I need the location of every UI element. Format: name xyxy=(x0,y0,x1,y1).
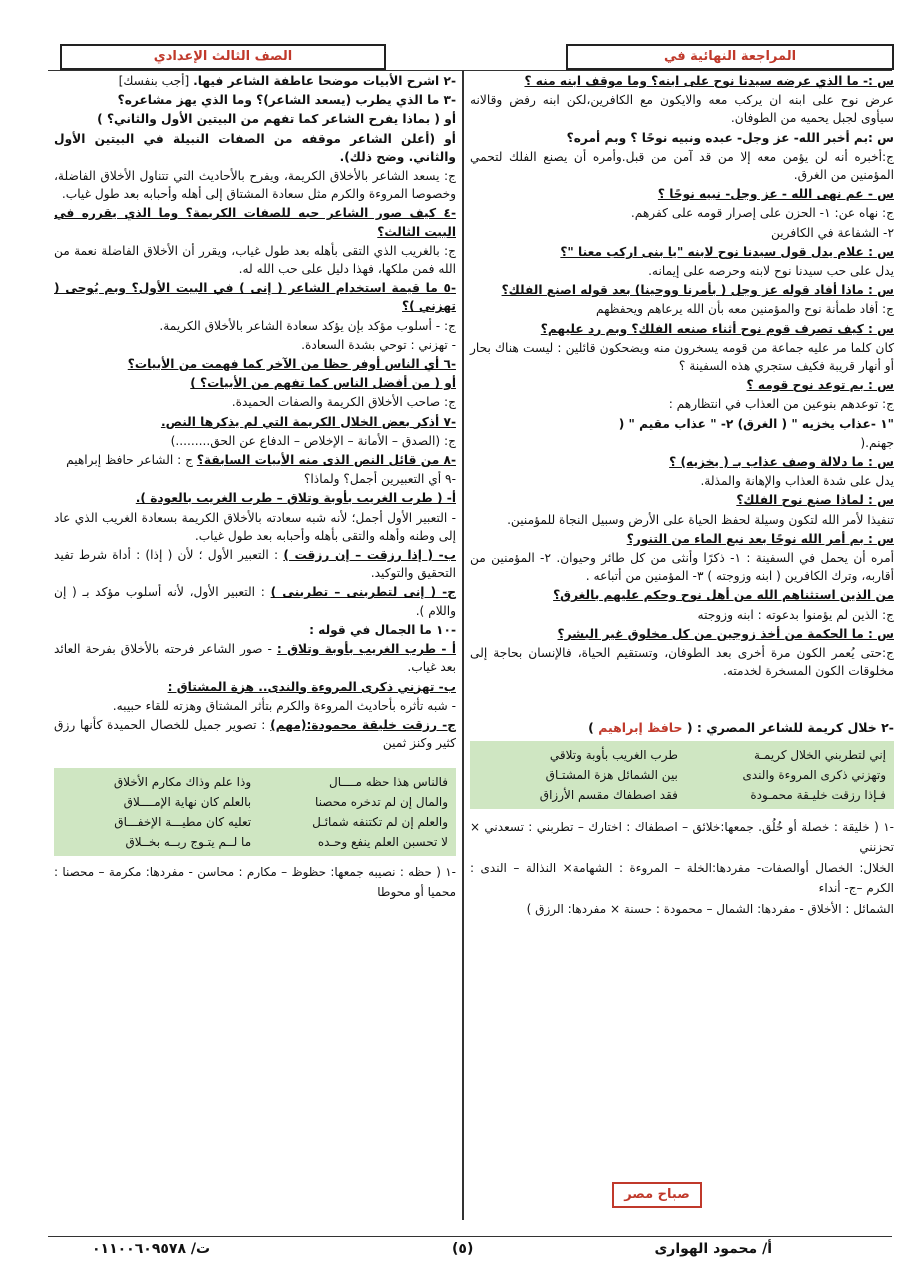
question: -٥ ما قيمة استخدام الشاعر ( إنى ) في البيت الأول؟ وبم يُوحى ( تهزني )؟ xyxy=(54,281,456,314)
question: س : ما دلالة وصف عذاب بـ ( يخزيه) ؟ xyxy=(669,455,894,470)
question-line xyxy=(54,716,456,752)
poem-verse xyxy=(478,765,886,785)
answer: - صور الشاعر فرحته بالأخلاق بفرحة العائد بعد غياب. xyxy=(54,642,456,675)
question: س : بم أمر الله نوحًا بعد نبع الماء من التنور؟ xyxy=(626,531,894,546)
poem-verse xyxy=(62,832,448,852)
section-title xyxy=(470,719,894,737)
answer: ج: نهاه عن: ١- الحزن على إصرار قومه على كفرهم. xyxy=(630,206,894,221)
hemistich: بين الشمائل هزة المشتـاق xyxy=(545,767,678,782)
answer: ج: صاحب الأخلاق الكريمة والصفات الحميدة. xyxy=(231,395,456,410)
hemistich: طرب الغريب بأوبة وتلاقي xyxy=(549,747,678,762)
page-number: (٥) xyxy=(452,1241,474,1257)
hemistich: والمال إن لم تدخره محصنا xyxy=(315,795,448,810)
logo-accent: مصر xyxy=(624,1187,654,1202)
poem-verse xyxy=(62,772,448,792)
answer: ج:أخبره أنه لن يؤمن معه إلا من قد آمن من قبل.وأمره أن يصنع الفلك لتحمي المؤمنين من الغرق. xyxy=(470,149,894,183)
answer: ج: يسعد الشاعر بالأخلاق الكريمة، ويفرح بالأحاديث التي تتناول الأخلاق الفاضلة، وخصوصا المروءة والكرم مثل سعادة المشتاق إلى أهله وأحبابه بعد طول غياب. xyxy=(54,169,456,202)
answer: "١ -عذاب يخزيه " ( الغرق) ٢- " عذاب مقيم " ( xyxy=(618,416,894,431)
question: س : ماذا أفاد قوله عز وجل ( بأمرنا ووحينا) بعد قوله اصنع الفلك؟ xyxy=(501,283,894,298)
poem-box xyxy=(470,741,894,809)
hemistich: لا تحسبن العلم ينفع وحـده xyxy=(317,835,448,850)
question-line xyxy=(54,72,456,90)
answer: ٢- الشفاعة في الكافرين xyxy=(771,225,894,240)
question-line xyxy=(54,583,456,619)
header-left-title: الصف الثالث الإعدادي xyxy=(60,44,386,70)
question: -١٠ ما الجمال في قوله : xyxy=(309,622,456,637)
vocab-line: -١ ( حظه : نصيبه جمعها: حظوظ – مكارم : محاسن - مفردها: مكرمة – محصنا : محميا أو محوطا xyxy=(54,865,456,900)
poem-verse xyxy=(62,792,448,812)
question: س : كيف تصرف قوم نوح أثناء صنعه الفلك؟ وبم رد عليهم؟ xyxy=(540,321,894,336)
question: أو ( بماذا يفرح الشاعر كما تفهم من البيتين الأول والثاني؟ ) xyxy=(97,112,456,127)
question: -٣ ما الذي يطرب (يسعد الشاعر)؟ وما الذي يهز مشاعره؟ xyxy=(117,93,456,108)
question: ج- ( إنى لتطربنى – تطربنى ) xyxy=(270,585,457,600)
answer: - التعبير الأول أجمل؛ لأنه شبه سعادته بالأخلاق الكريمة بسعادة الغريب الذي عاد إلى وطنه وأهله والتقى بأهله وأحبابه بعد طول غياب. xyxy=(54,510,456,543)
hemistich: فـإذا رزقت خليـقة محمـودة xyxy=(750,787,886,802)
vocabulary xyxy=(470,817,894,919)
answer: ج: أفاد طمأنة نوح والمؤمنين معه بأن الله يرعاهم ويحفظهم xyxy=(596,302,894,317)
answer: تنفيذا لأمر الله لتكون وسيلة لحفظ الحياة على الأرض وسبيل النجاة للمؤمنين. xyxy=(507,512,894,527)
hemistich: والعلم إن لم تكتنفه شمائـل xyxy=(312,815,448,830)
page-footer xyxy=(48,1236,892,1267)
section-title-prefix: -٢ خلال كريمة للشاعر المصري : ( xyxy=(686,719,894,735)
hemistich: وتهزني ذكرى المروءة والندى xyxy=(742,767,886,782)
hemistich: إني لتطربني الخلال كريمـة xyxy=(754,747,886,762)
poem-verse xyxy=(478,745,886,765)
answer: : التعبير الأول، لأنه أسلوب مؤكد بـ ( إن واللام ). xyxy=(54,585,456,618)
question: س : علام يدل قول سيدنا نوح لابنه "يا بنى اركب معنا "؟ xyxy=(560,244,894,259)
poet-name: حافظ إبراهيم xyxy=(598,719,683,735)
answer: جهنم.( xyxy=(860,435,894,450)
answer: ج: - أسلوب مؤكد بإن يؤكد سعادة الشاعر بالأخلاق الكريمة. xyxy=(159,318,456,333)
hemistich: وذا علم وذاك مكارم الأخلاق xyxy=(113,775,252,790)
question: -٤ كيف صور الشاعر حبه للصفات الكريمة؟ وما الذي يقرره في البيت الثالث؟ xyxy=(54,206,456,239)
question: ج- رزقت خليقة محمودة:(مهم) xyxy=(270,717,457,732)
question-line xyxy=(54,451,456,469)
question: -٦ أي الناس أوفر حظا من الآخر كما فهمت من الأبيات؟ xyxy=(127,357,456,372)
answer: - شبه تأثره بأحاديث المروءة والكرم بتأثر المشتاق وهزته للقاء حبيبه. xyxy=(112,698,456,713)
question: أو ( من أفضل الناس كما تفهم من الأبيات؟ ) xyxy=(190,376,456,391)
answer: ج: (الصدق – الأمانة – الإخلاص – الدفاع عن الحق.........) xyxy=(170,433,456,448)
left-column xyxy=(54,72,456,903)
question: أ - طرب الغريب بأوبة وتلاق : xyxy=(276,642,456,657)
poem-verse xyxy=(62,812,448,832)
question: -٨ من قائل النص الذى منه الأبيات السابقة؟ xyxy=(196,453,456,468)
answer: يدل على حب سيدنا نوح لابنه وحرصه على إيمانه. xyxy=(648,264,894,279)
poem-box xyxy=(54,768,456,856)
answer: عرض نوح على ابنه ان يركب معه والايكون مع الكافرين،لكن ابنه رفض وقالانه سيأوى لجبل يحميه من الطوفان. xyxy=(470,93,894,126)
question: س : ما الحكمة من أخذ زوجين من كل مخلوق غير البشر؟ xyxy=(557,626,894,641)
hemistich: ما لــم يتـوج ربــه بخــلاق xyxy=(125,835,252,850)
poem-verse xyxy=(478,785,886,805)
question: من الذين استثناهم الله من أهل نوح وحكم عليهم بالغرق؟ xyxy=(553,588,894,603)
question-line xyxy=(54,640,456,676)
question: ب- ( إذا رزقت – إن رزقت ) xyxy=(283,548,456,563)
right-column xyxy=(470,72,894,920)
question: س : لماذا صنع نوح الفلك؟ xyxy=(736,493,894,508)
header-right-title: المراجعة النهائية في xyxy=(566,44,894,70)
answer: كان كلما مر عليه جماعة من قومه يسخرون منه ويضحكون قائلين : ليست هناك بحار أو أنهار قريبة فكيف ستجري هذه السفينة ؟ xyxy=(470,340,894,374)
question: ب- تهزني ذكرى المروءة والندى.. هزة المشتاق : xyxy=(167,679,456,694)
hemistich: فقد اصطفاك مقسم الأرزاق xyxy=(539,787,678,802)
section-title-suffix: ) xyxy=(588,719,594,735)
brand-logo xyxy=(612,1182,702,1208)
answer: ج: بالغريب الذي التقى بأهله بعد طول غياب، ويقرر أن الأخلاق الفاضلة نعمة من الله فمن ملكها، فهذا دليل على حب الله له. xyxy=(54,243,456,277)
question: س :بم أخبر الله- عز وجل- عبده ونبيه نوحًا ؟ وبم أمره؟ xyxy=(566,130,894,145)
question: س - عم نهى الله - عز وجل- نبيه نوحًا ؟ xyxy=(657,187,894,202)
question: أو (أعلن الشاعر موقفه من الصفات النبيلة في البيتين الأول والثاني. وضح ذلك). xyxy=(54,131,456,164)
vocabulary xyxy=(54,862,456,902)
logo-text: صباح xyxy=(657,1187,690,1202)
answer: ج: الذين لم يؤمنوا بدعوته : ابنه وزوجته xyxy=(697,607,894,622)
question-line xyxy=(54,546,456,582)
hemistich: تعليه كان مطيـــة الإخفـــاق xyxy=(114,815,252,830)
question: س : بم توعد نوح قومه ؟ xyxy=(746,378,894,393)
column-divider xyxy=(462,70,464,1220)
question: أ- ( طرب الغريب بأوبة وتلاق – طرب الغريب بالعودة ). xyxy=(135,491,456,506)
question: -٢ اشرح الأبيات موضحا عاطفة الشاعر فيها. xyxy=(193,74,456,88)
answer: : تصوير جميل للخصال الحميدة كأنها رزق كثير وكنز ثمين xyxy=(54,717,456,751)
phone-number: ت/ ٠١١٠٠٦٠٩٥٧٨ xyxy=(92,1241,211,1257)
answer: يدل على شدة العذاب والإهانة والمذلة. xyxy=(700,474,894,489)
teacher-name: أ/ محمود الهوارى xyxy=(654,1241,772,1257)
hint: [أجب بنفسك] xyxy=(118,74,190,88)
answer: - تهزني : توحي بشدة السعادة. xyxy=(301,337,456,352)
answer: أمره أن يحمل في السفينة : ١- ذكرًا وأنثى من كل طائر وحيوان. ٢- المؤمنين من أقاربه، وترك الكافرين ( ابنه وزوجته ) ٣- المؤمنين من أتباعه . xyxy=(470,551,895,584)
hemistich: فالناس هذا حظه مــــال xyxy=(329,775,448,790)
answer: ج:حتى يُعمر الكون مرة أخرى بعد الطوفان، وتستقيم الحياة، فالإنسان بحاجة إلى مخلوقات الكون المسخرة لخدمته. xyxy=(470,646,894,679)
answer: : التعبير الأول ؛ لأن ( إذا) : أداة شرط تفيد التحقيق والتوكيد. xyxy=(54,548,456,581)
hemistich: بالعلم كان نهاية الإمــــلاق xyxy=(123,795,252,810)
answer: ج: توعدهم بنوعين من العذاب في انتظارهم : xyxy=(668,397,894,412)
question: س :- ما الذي عرضه سيدنا نوح على ابنه؟ وما موقف ابنه منه ؟ xyxy=(524,74,894,88)
vocab-line: -١ ( خليقة : خصلة أو خُلُق. جمعها:خلائق – اصطفاك : اختارك – تطربني : تسعدني × تحزنني xyxy=(470,819,894,854)
vocab-line: الخلال: الخصال أوالصفات- مفردها:الخلة – المروءة : الشهامة× النذالة – الندى : الكرم –ج- أنداء xyxy=(470,860,894,895)
question: -٧ أذكر بعض الخلال الكريمة التي لم يذكرها النص. xyxy=(160,414,456,429)
vocab-line: الشمائل : الأخلاق - مفردها: الشمال – محمودة : حسنة × مفردها: الرزق ) xyxy=(526,901,894,916)
question: -٩ أي التعبيرين أجمل؟ ولماذا؟ xyxy=(303,472,456,487)
answer: ج : الشاعر حافظ إبراهيم xyxy=(66,453,193,468)
